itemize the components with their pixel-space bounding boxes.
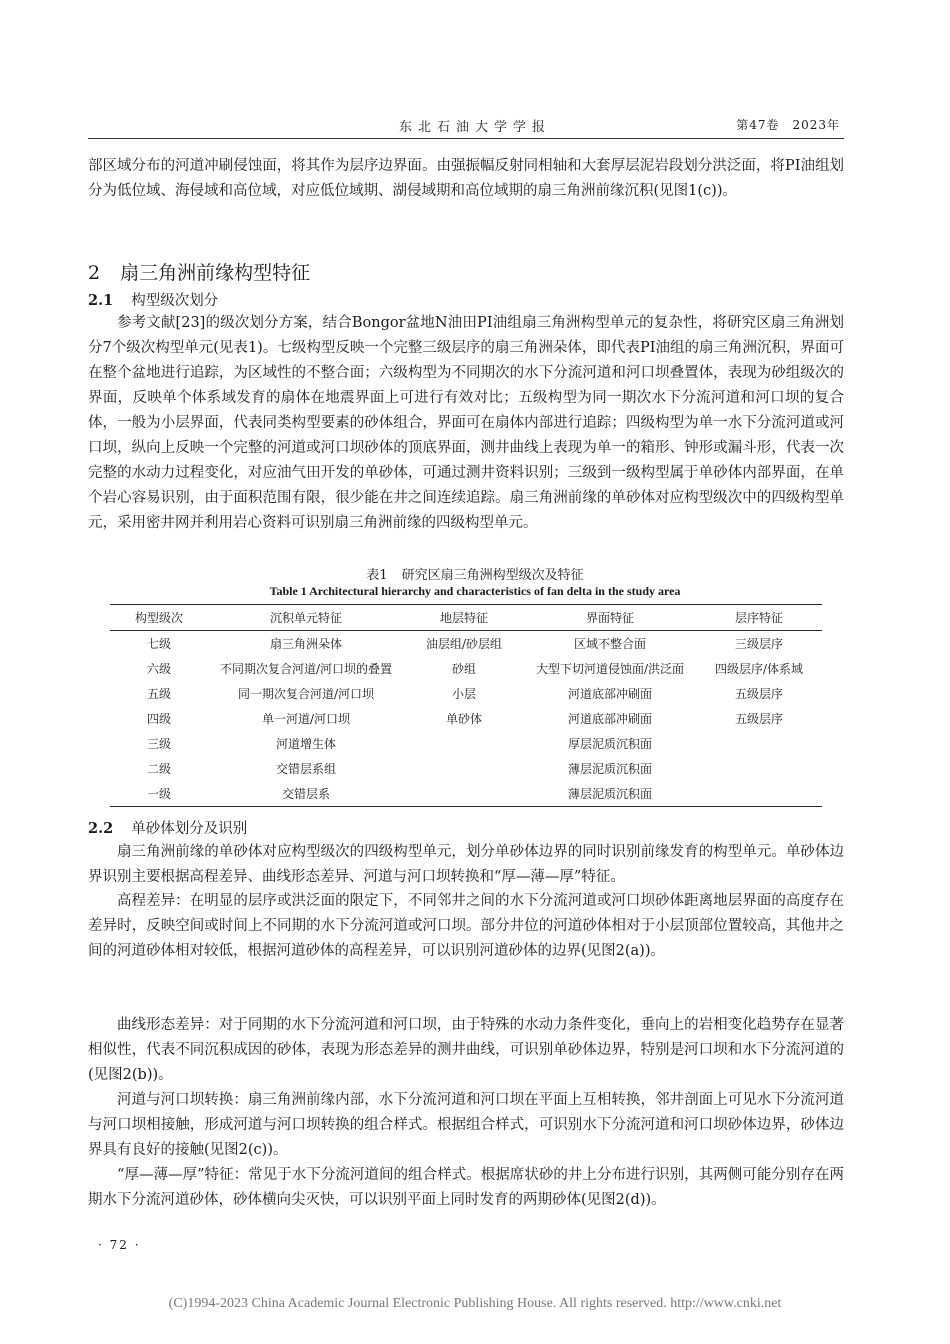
table-header-cell: 界面特征 [585,611,634,625]
section-2-1-number: 2.1 [88,292,114,309]
table-cell: 单砂体 [445,712,482,726]
copyright-notice: (C)1994-2023 China Academic Journal Electronic Publishing House. All rights reserved. http://www.cnki.net [168,1296,782,1311]
table-row [110,781,822,807]
section-2-2-number: 2.2 [88,820,114,837]
table-row [110,756,822,781]
table-cell: 薄层泥质沉积面 [567,787,652,801]
table-cell: 砂组 [451,662,476,676]
table-cell: 小层 [451,687,476,701]
table-cell [404,731,524,756]
volume-year: 第47卷 2023年 [736,118,840,132]
table-row [110,631,822,657]
table-cell: 大型下切河道侵蚀面/洪泛面 [535,662,685,676]
table-cell: 四级层序/体系域 [714,662,804,676]
table-cell: 交错层系 [281,787,330,801]
architecture-table [110,604,822,807]
table-cell: 厚层泥质沉积面 [567,737,652,751]
table-header-cell: 地层特征 [439,611,488,625]
section-2-2-paragraph: 河道与河口坝转换：扇三角洲前缘内部，水下分流河道和河口坝在平面上互相转换，邻井剖面上可见水下分流河道与河口坝相接触，形成河道与河口坝转换的组合样式。根据组合样式，可识别水下分流河道和河口坝砂体边界，砂体边界具有良好的接触(见图2(c))。 [88,1092,844,1158]
table-header-cell: 构型级次 [134,611,183,625]
table-cell: 五级 [146,687,171,701]
table-cell: 四级 [146,712,171,726]
section-2-2-title: 单砂体划分及识别 [131,821,248,837]
table-cell: 三级层序 [734,637,783,651]
table-cell: 五级层序 [734,687,783,701]
table-cell: 六级 [146,662,171,676]
table-row [110,706,822,731]
section-2-title: 扇三角洲前缘构型特征 [120,262,311,284]
table-cell [696,756,822,781]
table-1-label: 表1 [366,568,388,583]
section-2-1-paragraph: 参考文献[23]的级次划分方案，结合Bongor盆地N油田PⅠ油组扇三角洲构型单元的复杂性，将研究区扇三角洲划分7个级次构型单元(见表1)。七级构型反映一个完整三级层序的扇三角洲朵体，即代表PⅠ油组的扇三角洲沉积，界面可在整个盆地进行追踪，为区域性的不整合面；六级构型为不同期次的水下分流河道和河口坝叠置体，表现为砂组级次的界面，反映单个体系域发育的扇体在地震界面上可进行有效对比；五级构型为同一期次水下分流河道和河口坝的复合体，一般为小层界面，代表同类构型要素的砂体组合，界面可在扇体内部进行追踪；四级构型为单一水下分流河道或河口坝，纵向上反映一个完整的河道或河口坝砂体的顶底界面，测井曲线上表现为单一的箱形、钟形或漏斗形，代表一次完整的水动力过程变化，对应油气田开发的单砂体，可通过测井资料识别；三级到一级构型属于单砂体内部界面，在单个岩心容易识别，由于面积范围有限，很少能在井之间连续追踪。扇三角洲前缘的单砂体对应构型级次中的四级构型单元，采用密井网并利用岩心资料可识别扇三角洲前缘的四级构型单元。 [88,315,844,531]
table-1-caption-en: Table 1 Architectural hierarchy and characteristics of fan delta in the study area [269,584,681,598]
section-2-1-title: 构型级次划分 [131,293,219,309]
section-2-number: 2 [88,262,101,284]
table-header-cell: 沉积单元特征 [269,611,342,625]
header-divider [88,138,844,139]
table-1-caption-zh [0,564,950,583]
journal-title: 东北石油大学学报 [398,120,551,135]
table-cell: 五级层序 [734,712,783,726]
section-2-2-heading [88,817,247,838]
intro-paragraph: 部区域分布的河道冲刷侵蚀面，将其作为层序边界面。由强振幅反射同相轴和大套厚层泥岩段划分洪泛面，将PⅠ油组划分为低位域、海侵域和高位域，对应低位域期、湖侵域期和高位域期的扇三角洲前缘沉积(见图1(c))。 [88,158,844,199]
table-cell: 不同期次复合河道/河口坝的叠置 [219,662,393,676]
table-cell: 河道底部冲刷面 [567,687,652,701]
section-2-2-paragraph: “厚—薄—厚”特征：常见于水下分流河道间的组合样式。根据席状砂的井上分布进行识别，其两侧可能分别存在两期水下分流河道砂体，砂体横向尖灭快，可以识别平面上同时发育的两期砂体(见图2(d))。 [88,1167,844,1208]
table-cell: 区域不整合面 [573,637,646,651]
table-cell: 单一河道/河口坝 [261,712,351,726]
section-2-heading [88,258,310,285]
section-2-2-paragraph: 扇三角洲前缘的单砂体对应构型级次的四级构型单元，划分单砂体边界的同时识别前缘发育的构型单元。单砂体边界识别主要根据高程差异、曲线形态差异、河道与河口坝转换和“厚—薄—厚”特征。 [88,844,844,885]
table-cell: 油层组/砂层组 [425,637,503,651]
table-cell: 七级 [146,637,171,651]
table-cell: 一级 [146,787,171,801]
table-cell: 扇三角洲朵体 [269,637,342,651]
table-header-cell: 层序特征 [734,611,783,625]
table-row [110,681,822,706]
section-2-1-heading [88,289,218,310]
table-row [110,731,822,756]
table-cell [696,731,822,756]
table-header-row [110,605,822,631]
table-cell [696,781,822,807]
section-2-2-paragraph: 高程差异：在明显的层序或洪泛面的限定下，不同邻井之间的水下分流河道或河口坝砂体距离地层界面的高度存在差异时，反映空间或时间上不同期的水下分流河道或河口坝。部分井位的河道砂体相对于小层顶部位置较高，其他井之间的河道砂体相对较低，根据河道砂体的高程差异，可以识别河道砂体的边界(见图2(a))。 [88,893,844,959]
section-2-2-paragraph: 曲线形态差异：对于同期的水下分流河道和河口坝，由于特殊的水动力条件变化，垂向上的岩相变化趋势存在显著相似性，代表不同沉积成因的砂体，表现为形态差异的测井曲线，可识别单砂体边界，特别是河口坝和水下分流河道的(见图2(b))。 [88,1017,844,1083]
table-cell: 河道增生体 [275,737,336,751]
table-cell [404,756,524,781]
table-1-title: 研究区扇三角洲构型级次及特征 [401,568,584,583]
table-cell: 薄层泥质沉积面 [567,762,652,776]
table-cell: 交错层系组 [275,762,336,776]
table-cell: 同一期次复合河道/河口坝 [237,687,375,701]
table-row [110,656,822,681]
page-number: · 72 · [98,1238,141,1252]
table-cell: 二级 [146,762,171,776]
table-cell [404,781,524,807]
table-cell: 三级 [146,737,171,751]
table-cell: 河道底部冲刷面 [567,712,652,726]
